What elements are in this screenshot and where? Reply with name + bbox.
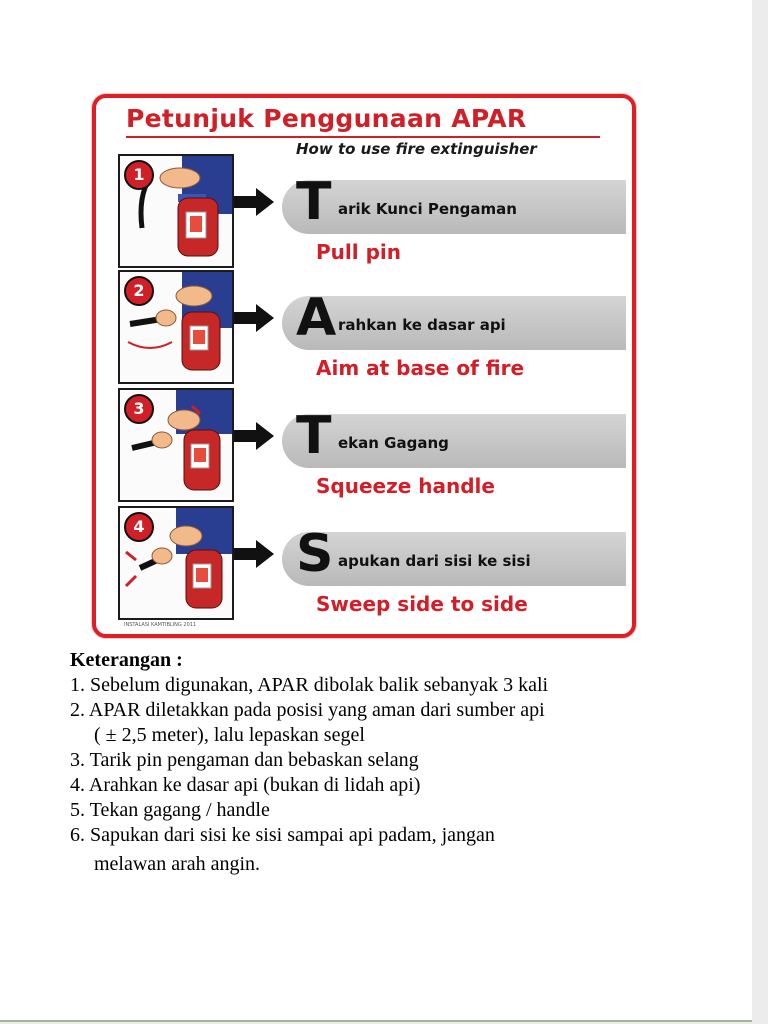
arrow-right-icon [232, 300, 276, 336]
notes-item: 5. Tekan gagang / handle [70, 799, 270, 821]
step-3 [96, 388, 632, 500]
notes-item: 4. Arahkan ke dasar api (bukan di lidah api) [70, 774, 421, 796]
poster-subtitle: How to use fire extinguisher [296, 140, 537, 158]
title-underline [126, 136, 600, 138]
arrow-right-icon [232, 418, 276, 454]
notes-section [70, 648, 548, 877]
step-initial-letter: T [296, 172, 332, 232]
apar-instruction-poster [92, 94, 636, 638]
step-indonesian-text: apukan dari sisi ke sisi [338, 552, 531, 570]
notes-item: 1. Sebelum digunakan, APAR dibolak balik sebanyak 3 kali [70, 674, 549, 696]
step-initial-letter: T [296, 406, 332, 466]
poster-title: Petunjuk Penggunaan APAR [126, 104, 527, 133]
notes-item-continuation: melawan arah angin. [94, 853, 261, 875]
step-initial-letter: S [296, 524, 334, 584]
step-number-badge: 2 [124, 276, 154, 306]
step-initial-letter: A [296, 288, 337, 348]
step-1 [96, 154, 632, 266]
notes-item: 6. Sapukan dari sisi ke sisi sampai api padam, jangan [70, 824, 495, 846]
step-number-badge: 4 [124, 512, 154, 542]
notes-item: 2. APAR diletakkan pada posisi yang aman dari sumber api [70, 699, 545, 721]
step-indonesian-text: arik Kunci Pengaman [338, 200, 517, 218]
step-bar [282, 414, 626, 468]
step-english-text: Squeeze handle [316, 474, 495, 498]
arrow-right-icon [232, 184, 276, 220]
poster-footer-text: INSTALASI KAMTIBLING 2011 [124, 622, 197, 628]
step-indonesian-text: rahkan ke dasar api [338, 316, 506, 334]
step-number-badge: 3 [124, 394, 154, 424]
step-english-text: Pull pin [316, 240, 401, 264]
notes-item: 3. Tarik pin pengaman dan bebaskan selang [70, 749, 419, 771]
step-number-badge: 1 [124, 160, 154, 190]
step-english-text: Sweep side to side [316, 592, 528, 616]
arrow-right-icon [232, 536, 276, 572]
step-4 [96, 506, 632, 618]
step-english-text: Aim at base of fire [316, 356, 525, 380]
step-indonesian-text: ekan Gagang [338, 434, 449, 452]
step-2 [96, 270, 632, 382]
notes-item-continuation: ( ± 2,5 meter), lalu lepaskan segel [94, 724, 365, 746]
notes-heading: Keterangan : [70, 649, 183, 671]
